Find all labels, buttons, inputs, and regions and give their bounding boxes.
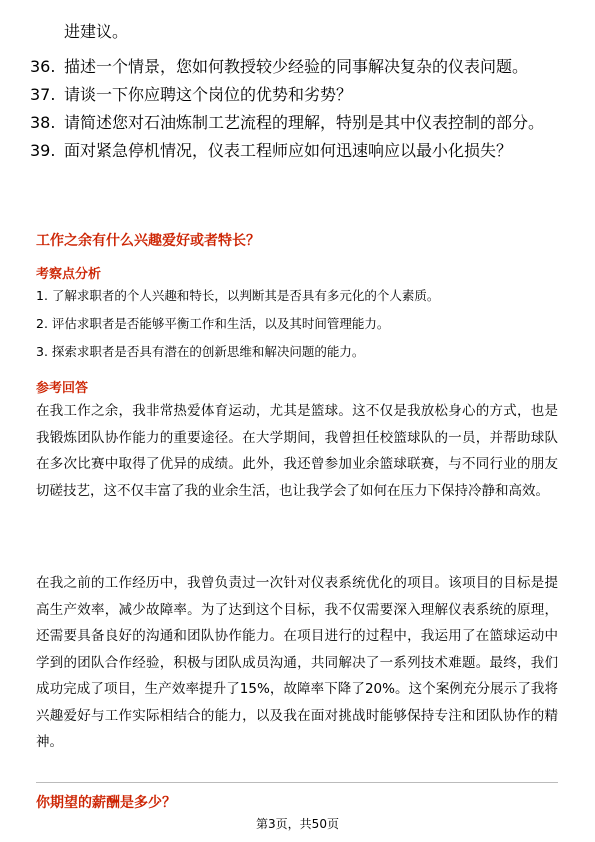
question-number: 38. [30, 113, 56, 132]
question-item [30, 56, 570, 78]
analysis-point: 3. 探索求职者是否具有潜在的创新思维和解决问题的能力。 [36, 344, 365, 359]
question-list [30, 56, 570, 168]
question-text: 描述一个情景，您如何教授较少经验的同事解决复杂的仪表问题。 [64, 57, 529, 76]
question-text: 面对紧急停机情况，仪表工程师应如何迅速响应以最小化损失？ [64, 141, 513, 160]
analysis-point: 2. 评估求职者是否能够平衡工作和生活，以及其时间管理能力。 [36, 316, 390, 331]
answer-paragraph-2: 在我之前的工作经历中，我曾负责过一次针对仪表系统优化的项目。该项目的目标是提高生产效率，减少故障率。为了达到这个目标，我不仅需要深入理解仪表系统的原理，还需要具备良好的沟通和团队协作能力。在项目进行的过程中，我运用了在篮球运动中学到的团队合作经验，积极与团队成员沟通，共同解决了一系列技术难题。最终，我们成功完成了项目，生产效率提升了15%，故障率下降了20%。这个案例充分展示了我将兴趣爱好与工作实际相结合的能力，以及我在面对挑战时能够保持专注和团队协作的精神。 [36, 575, 558, 750]
page-footer: 第3页，共50页 [256, 817, 339, 831]
analysis-point: 1. 了解求职者的个人兴趣和特长，以判断其是否具有多元化的个人素质。 [36, 288, 440, 303]
question-text: 请谈一下你应聘这个岗位的优势和劣势？ [64, 85, 353, 104]
question-continuation: 进建议。 [64, 22, 129, 41]
answer-heading: 参考回答 [36, 381, 89, 396]
next-question-title: 你期望的薪酬是多少？ [36, 795, 176, 811]
question-text: 请简述您对石油炼制工艺流程的理解，特别是其中仪表控制的部分。 [64, 113, 545, 132]
question-number: 36. [30, 57, 56, 76]
section-divider [36, 782, 558, 783]
question-item [30, 112, 570, 134]
question-item [30, 140, 570, 162]
section-title: 工作之余有什么兴趣爱好或者特长？ [36, 233, 260, 249]
question-number: 37. [30, 85, 56, 104]
question-item [30, 84, 570, 106]
analysis-heading: 考察点分析 [36, 267, 102, 282]
question-number: 39. [30, 141, 56, 160]
answer-paragraph-1: 在我工作之余，我非常热爱体育运动，尤其是篮球。这不仅是我放松身心的方式，也是我锻炼团队协作能力的重要途径。在大学期间，我曾担任校篮球队的一员，并帮助球队在多次比赛中取得了优异的成绩。此外，我还曾参加业余篮球联赛，与不同行业的朋友切磋技艺，这不仅丰富了我的业余生活，也让我学会了如何在压力下保持冷静和高效。 [36, 403, 558, 499]
